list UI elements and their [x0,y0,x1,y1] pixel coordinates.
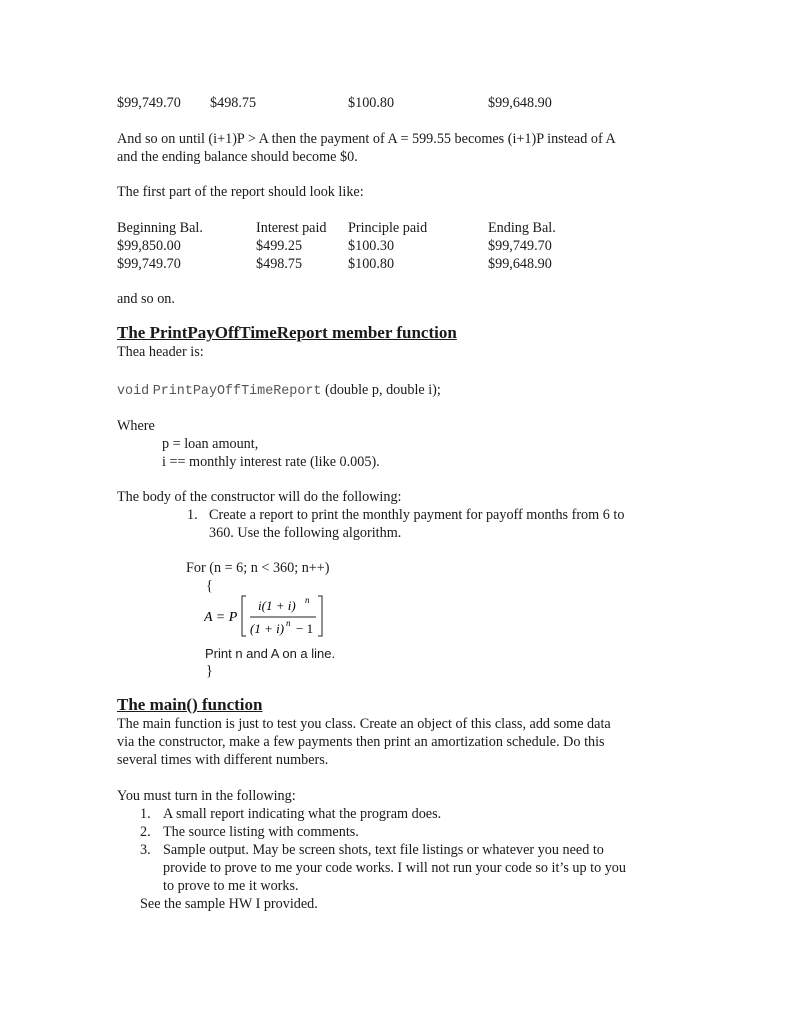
table-header: Interest paid [256,220,327,236]
paragraph-line: And so on until (i+1)P > A then the payment of A = 599.55 becomes (i+1)P instead of A [117,131,616,147]
formula-denominator: (1 + i) [250,621,285,636]
list-item-continued: to prove to me it works. [163,878,299,894]
loop-header: For (n = 6; n < 360; n++) [186,560,330,576]
header-intro: Thea header is: [117,344,204,360]
table-cell: $99,850.00 [117,238,181,254]
table-header: Principle paid [348,220,428,236]
payment-formula [204,592,344,642]
formula-denominator-exponent: n [286,618,291,628]
main-paragraph-line: via the constructor, make a few payments then print an amortization schedule. Do this [117,734,605,750]
footer-note: See the sample HW I provided. [140,896,318,912]
main-paragraph-line: several times with different numbers. [117,752,329,768]
formula-right-bracket [318,596,322,636]
top-row-ending: $99,648.90 [488,95,552,111]
list-item-continued: provide to prove to me your code works. I will not run your code so it’s up to you [163,860,626,876]
open-brace: { [206,578,213,594]
table-cell: $100.30 [348,238,395,254]
and-so-on: and so on. [117,291,175,307]
where-label: Where [117,418,155,434]
formula-numerator: i(1 + i) [258,598,296,613]
list-item: The source listing with comments. [163,824,359,840]
code-keyword: void [117,384,150,399]
table-cell: $499.25 [256,238,303,254]
step-number: 1. [187,507,198,523]
formula-minus-one: − 1 [296,621,314,636]
where-item: p = loan amount, [162,436,259,452]
list-number: 3. [140,842,151,858]
body-intro: The body of the constructor will do the following: [117,489,402,505]
section-title-main-function: The main() function [117,695,263,714]
section-title-printpayofftimereport: The PrintPayOffTimeReport member function [117,323,457,342]
close-brace: } [206,663,213,679]
table-header: Beginning Bal. [117,220,203,236]
function-signature [117,381,441,401]
top-row-beginning: $99,749.70 [117,95,181,111]
table-header: Ending Bal. [488,220,556,236]
code-function-name: PrintPayOffTimeReport [152,384,322,399]
main-paragraph-line: The main function is just to test you class. Create an object of this class, add some data [117,716,611,732]
top-row-interest: $498.75 [210,95,257,111]
where-item: i == monthly interest rate (like 0.005). [162,454,380,470]
formula-lhs: A = P [204,610,238,625]
paragraph-line: and the ending balance should become $0. [117,149,358,165]
list-number: 1. [140,806,151,822]
code-params: (double p, double i); [325,382,441,398]
turn-in-intro: You must turn in the following: [117,788,296,804]
table-cell: $100.80 [348,256,395,272]
print-line: Print n and A on a line. [205,646,336,661]
list-item: Sample output. May be screen shots, text file listings or whatever you need to [163,842,604,858]
table-cell: $498.75 [256,256,303,272]
formula-numerator-exponent: n [305,595,310,605]
table-cell: $99,749.70 [117,256,181,272]
step-line: 360. Use the following algorithm. [209,525,402,541]
formula-left-bracket [242,596,246,636]
top-row-principle: $100.80 [348,95,395,111]
list-item: A small report indicating what the program does. [163,806,442,822]
list-number: 2. [140,824,151,840]
report-intro: The first part of the report should look like: [117,184,364,200]
step-line: Create a report to print the monthly payment for payoff months from 6 to [209,507,625,523]
table-cell: $99,749.70 [488,238,552,254]
table-cell: $99,648.90 [488,256,552,272]
